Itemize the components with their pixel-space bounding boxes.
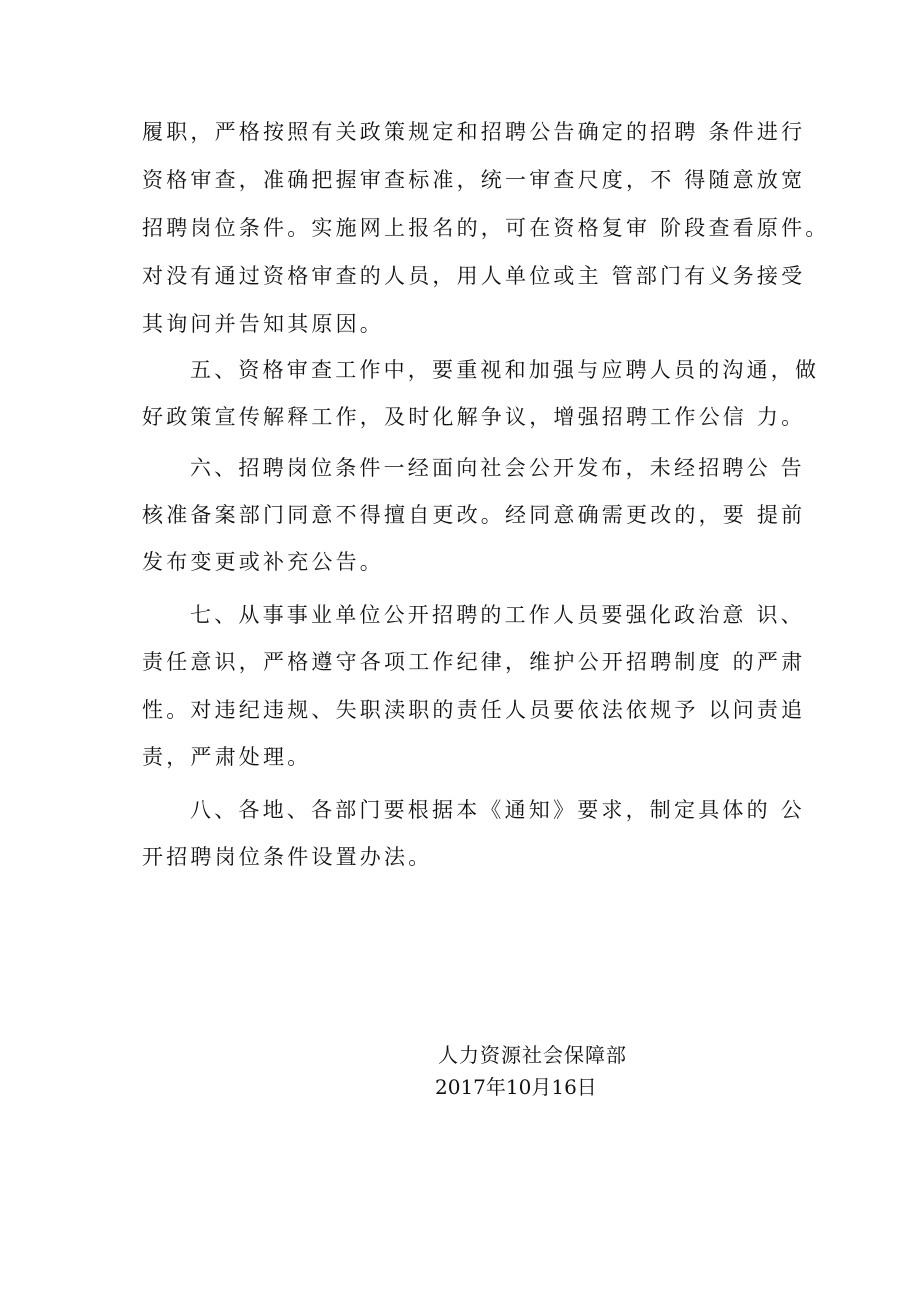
paragraph-six-start: 六、招聘岗位条件一经面向社会公开发布，未经招聘公 告 xyxy=(190,456,805,480)
paragraph-eight-start: 八、各地、各部门要根据本《通知》要求，制定具体的 公 xyxy=(190,798,805,822)
body-line: 招聘岗位条件。实施网上报名的，可在资格复审 阶段查看原件。 xyxy=(142,216,830,240)
body-line: 好政策宣传解释工作，及时化解争议，增强招聘工作公信 力。 xyxy=(142,405,806,429)
body-line: 开招聘岗位条件设置办法。 xyxy=(142,845,433,869)
signature-organization: 人力资源社会保障部 xyxy=(438,1043,627,1067)
body-line: 核准备案部门同意不得擅自更改。经同意确需更改的，要 提前 xyxy=(142,503,806,527)
paragraph-seven-start: 七、从事事业单位公开招聘的工作人员要强化政治意 识、 xyxy=(190,603,805,627)
body-line: 性。对违纪违规、失职渎职的责任人员要依法依规予 以问责追 xyxy=(142,698,806,722)
body-line: 责，严肃处理。 xyxy=(142,745,312,769)
signature-date: 2017年10月16日 xyxy=(435,1075,597,1099)
body-line: 发布变更或补充公告。 xyxy=(142,550,384,574)
body-line: 履职，严格按照有关政策规定和招聘公告确定的招聘 条件进行 xyxy=(142,120,806,144)
body-line: 责任意识，严格遵守各项工作纪律，维护公开招聘制度 的严肃 xyxy=(142,650,806,674)
body-line: 对没有通过资格审查的人员，用人单位或主 管部门有义务接受 xyxy=(142,264,806,288)
paragraph-five-start: 五、资格审查工作中，要重视和加强与应聘人员的沟通，做 xyxy=(190,358,820,382)
body-line: 其询问并告知其原因。 xyxy=(142,312,384,336)
body-line: 资格审查，准确把握审查标准，统一审查尺度，不 得随意放宽 xyxy=(142,168,806,192)
